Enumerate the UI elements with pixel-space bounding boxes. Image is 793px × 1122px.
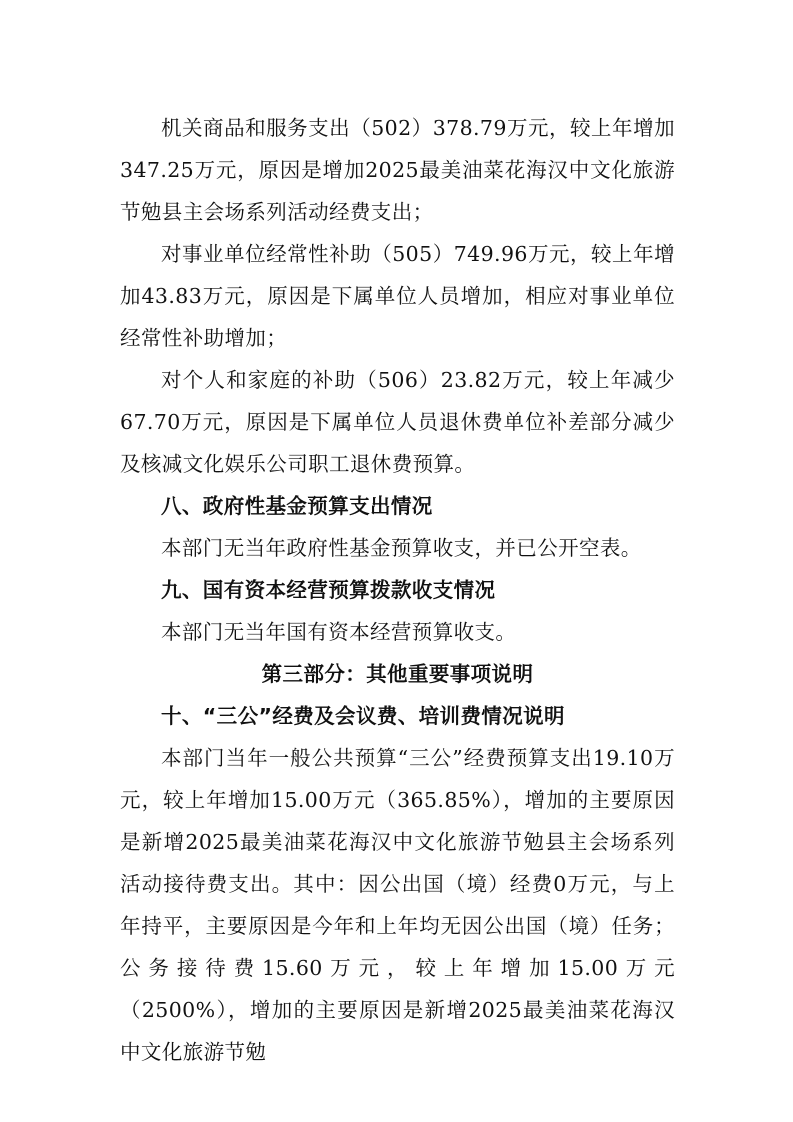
paragraph-individual-family-subsidy: 对个人和家庭的补助（506）23.82万元，较上年减少67.70万元，原因是下属单位人员退休费单位补差部分减少及核减文化娱乐公司职工退休费预算。 [120,368,675,476]
section-heading-10: 十、“三公”经费及会议费、培训费情况说明 [161,704,565,728]
document-body [120,107,675,1073]
paragraph-government-fund: 本部门无当年政府性基金预算收支，并已公开空表。 [161,536,642,560]
section-heading-8: 八、政府性基金预算支出情况 [161,494,433,518]
paragraph-goods-services-expenditure: 机关商品和服务支出（502）378.79万元，较上年增加347.25万元，原因是增加2025最美油菜花海汉中文化旅游节勉县主会场系列活动经费支出； [120,116,675,224]
paragraph-three-public-expenses: 本部门当年一般公共预算“三公”经费预算支出19.10万元，较上年增加15.00万元（365.85%），增加的主要原因是新增2025最美油菜花海汉中文化旅游节勉县主会场系列活动接待费支出。其中：因公出国（境）经费0万元，与上年持平，主要原因是今年和上年均无因公出国（境）任务；公务接待费15.60万元，较上年增加15.00万元（2500%），增加的主要原因是新增2025最美油菜花海汉中文化旅游节勉 [120,746,675,1064]
part-three-title: 第三部分：其他重要事项说明 [261,662,534,686]
paragraph-public-institution-subsidy: 对事业单位经常性补助（505）749.96万元，较上年增加43.83万元，原因是下属单位人员增加，相应对事业单位经常性补助增加； [120,242,675,350]
paragraph-state-capital: 本部门无当年国有资本经营预算收支。 [161,620,517,644]
section-heading-9: 九、国有资本经营预算拨款收支情况 [161,578,496,602]
